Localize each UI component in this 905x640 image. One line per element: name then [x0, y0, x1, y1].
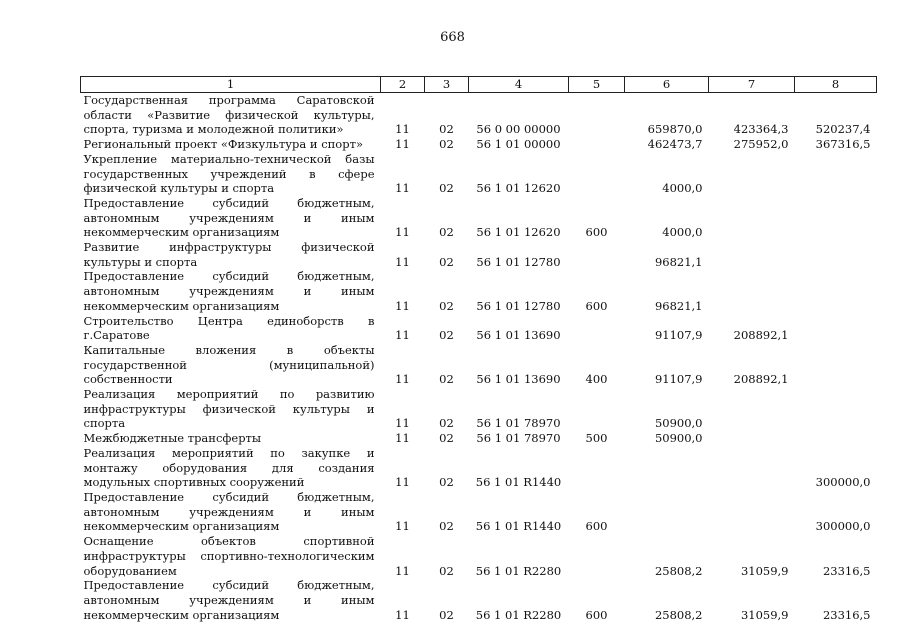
row-amount-year-1: 462473,7	[647, 137, 703, 152]
row-expense-type	[569, 446, 625, 490]
row-amount-year-2	[709, 240, 795, 269]
row-section: 11	[395, 607, 410, 622]
row-amount-year-1: 4000,0	[662, 181, 703, 196]
row-target-article: 56 1 01 R2280	[475, 607, 562, 622]
row-amount-year-2	[709, 196, 795, 240]
row-amount-year-3	[795, 343, 877, 387]
row-section: 11	[395, 431, 410, 446]
row-amount-year-1	[625, 490, 709, 534]
row-section: 11	[395, 519, 410, 534]
row-amount-year-3	[795, 152, 877, 196]
row-expense-type: 600	[585, 607, 608, 622]
row-amount-year-1: 25808,2	[654, 563, 703, 578]
row-expense-type	[569, 314, 625, 343]
row-subsection: 02	[439, 225, 454, 240]
row-name: Реализация мероприятий по развитию инфраструктуры физической культуры и спорта	[83, 387, 375, 431]
row-name: Оснащение объектов спортивной инфраструктуры спортивно-технологическим оборудованием	[83, 534, 375, 578]
row-name: Укрепление материально-технической базы государственных учреждений в сфере физической культуры и спорта	[83, 151, 375, 196]
header-row	[81, 77, 877, 93]
row-target-article: 56 1 01 78970	[476, 431, 561, 446]
row-amount-year-3: 300000,0	[815, 519, 871, 534]
table-row	[81, 137, 877, 152]
table-row	[81, 446, 877, 490]
row-subsection: 02	[439, 475, 454, 490]
row-name: Межбюджетные трансферты	[83, 431, 262, 446]
row-target-article: 56 1 01 78970	[476, 416, 561, 431]
row-expense-type: 600	[585, 519, 608, 534]
table-row	[81, 152, 877, 196]
row-expense-type: 600	[585, 225, 608, 240]
table-row	[81, 240, 877, 269]
row-amount-year-1: 96821,1	[654, 298, 703, 313]
row-section: 11	[395, 416, 410, 431]
row-amount-year-2: 31059,9	[740, 563, 789, 578]
row-amount-year-1: 4000,0	[662, 225, 703, 240]
row-amount-year-2: 275952,0	[733, 137, 789, 152]
row-subsection: 02	[439, 298, 454, 313]
row-amount-year-1	[625, 446, 709, 490]
row-target-article: 56 1 01 12780	[476, 254, 561, 269]
row-section: 11	[395, 137, 410, 152]
table-row	[81, 196, 877, 240]
table-row	[81, 578, 877, 622]
column-header: 4	[469, 77, 569, 93]
row-amount-year-1: 25808,2	[654, 607, 703, 622]
row-expense-type	[569, 534, 625, 578]
row-subsection: 02	[439, 563, 454, 578]
row-subsection: 02	[439, 328, 454, 343]
row-target-article: 56 1 01 00000	[476, 137, 561, 152]
column-header: 8	[795, 77, 877, 93]
row-name: Предоставление субсидий бюджетным, автономным учреждениям и иным некоммерческим организациям	[83, 195, 375, 240]
row-expense-type	[569, 387, 625, 431]
budget-table	[80, 76, 877, 622]
row-section: 11	[395, 225, 410, 240]
row-subsection: 02	[439, 372, 454, 387]
row-amount-year-3	[795, 196, 877, 240]
row-target-article: 56 1 01 R1440	[475, 475, 562, 490]
table-row	[81, 93, 877, 138]
row-expense-type	[569, 152, 625, 196]
table-row	[81, 269, 877, 313]
table-row	[81, 490, 877, 534]
page-number: 668	[440, 30, 465, 45]
row-expense-type: 500	[585, 431, 608, 446]
row-name: Реализация мероприятий по закупке и монтажу оборудования для создания модульных спортивных сооружений	[83, 445, 375, 490]
table-row	[81, 431, 877, 446]
row-amount-year-1: 50900,0	[654, 416, 703, 431]
row-section: 11	[395, 181, 410, 196]
row-name: Предоставление субсидий бюджетным, автономным учреждениям и иным некоммерческим организациям	[83, 269, 375, 313]
column-header: 1	[81, 77, 381, 93]
row-amount-year-3	[795, 387, 877, 431]
row-amount-year-1: 50900,0	[654, 431, 703, 446]
row-target-article: 56 1 01 12780	[476, 298, 561, 313]
row-amount-year-3	[795, 431, 877, 446]
row-amount-year-2	[709, 387, 795, 431]
row-amount-year-3: 367316,5	[815, 137, 871, 152]
row-target-article: 56 1 01 13690	[476, 372, 561, 387]
row-amount-year-2	[709, 446, 795, 490]
table-row	[81, 314, 877, 343]
table-row	[81, 534, 877, 578]
row-amount-year-2: 423364,3	[733, 122, 789, 137]
row-target-article: 56 1 01 R1440	[475, 519, 562, 534]
row-amount-year-1: 659870,0	[647, 122, 703, 137]
row-target-article: 56 1 01 12620	[476, 225, 561, 240]
row-expense-type: 400	[585, 372, 608, 387]
row-subsection: 02	[439, 137, 454, 152]
row-amount-year-1: 91107,9	[654, 372, 703, 387]
row-expense-type	[569, 137, 625, 152]
row-amount-year-2	[709, 269, 795, 313]
row-amount-year-2	[709, 431, 795, 446]
row-name: Региональный проект «Физкультура и спорт»	[83, 137, 363, 152]
row-section: 11	[395, 563, 410, 578]
column-header: 6	[625, 77, 709, 93]
row-subsection: 02	[439, 416, 454, 431]
row-name: Предоставление субсидий бюджетным, автономным учреждениям и иным некоммерческим организациям	[83, 489, 375, 534]
column-header: 2	[381, 77, 425, 93]
row-section: 11	[395, 475, 410, 490]
row-expense-type: 600	[585, 298, 608, 313]
column-header: 7	[709, 77, 795, 93]
row-section: 11	[395, 298, 410, 313]
row-amount-year-3: 23316,5	[822, 607, 871, 622]
row-section: 11	[395, 122, 410, 137]
row-amount-year-3: 300000,0	[815, 475, 871, 490]
row-amount-year-2	[709, 152, 795, 196]
row-amount-year-3	[795, 314, 877, 343]
row-amount-year-3	[795, 240, 877, 269]
row-expense-type	[569, 240, 625, 269]
row-target-article: 56 1 01 R2280	[475, 563, 562, 578]
column-header: 3	[425, 77, 469, 93]
row-amount-year-2: 208892,1	[733, 328, 789, 343]
row-name: Предоставление субсидий бюджетным, автономным учреждениям и иным некоммерческим организациям	[83, 578, 375, 622]
column-header: 5	[569, 77, 625, 93]
row-amount-year-2: 31059,9	[740, 607, 789, 622]
row-amount-year-3: 23316,5	[822, 563, 871, 578]
row-amount-year-3: 520237,4	[815, 122, 871, 137]
row-subsection: 02	[439, 181, 454, 196]
row-target-article: 56 1 01 13690	[476, 328, 561, 343]
row-section: 11	[395, 372, 410, 387]
row-section: 11	[395, 328, 410, 343]
row-target-article: 56 0 00 00000	[476, 122, 561, 137]
table-row	[81, 343, 877, 387]
row-name: Капитальные вложения в объекты государственной (муниципальной) собственности	[83, 342, 375, 387]
row-amount-year-1: 96821,1	[654, 254, 703, 269]
row-amount-year-2	[709, 490, 795, 534]
row-subsection: 02	[439, 607, 454, 622]
row-amount-year-3	[795, 269, 877, 313]
row-subsection: 02	[439, 431, 454, 446]
row-amount-year-1: 91107,9	[654, 328, 703, 343]
row-section: 11	[395, 254, 410, 269]
row-name: Государственная программа Саратовской области «Развитие физической культуры, спорта, туризма и молодежной политики»	[83, 93, 375, 137]
row-subsection: 02	[439, 519, 454, 534]
row-subsection: 02	[439, 254, 454, 269]
row-target-article: 56 1 01 12620	[476, 181, 561, 196]
row-name: Развитие инфраструктуры физической культуры и спорта	[83, 240, 375, 269]
row-subsection: 02	[439, 122, 454, 137]
row-name: Строительство Центра единоборств в г.Саратове	[83, 313, 375, 343]
row-expense-type	[569, 93, 625, 138]
table-row	[81, 387, 877, 431]
row-amount-year-2: 208892,1	[733, 372, 789, 387]
